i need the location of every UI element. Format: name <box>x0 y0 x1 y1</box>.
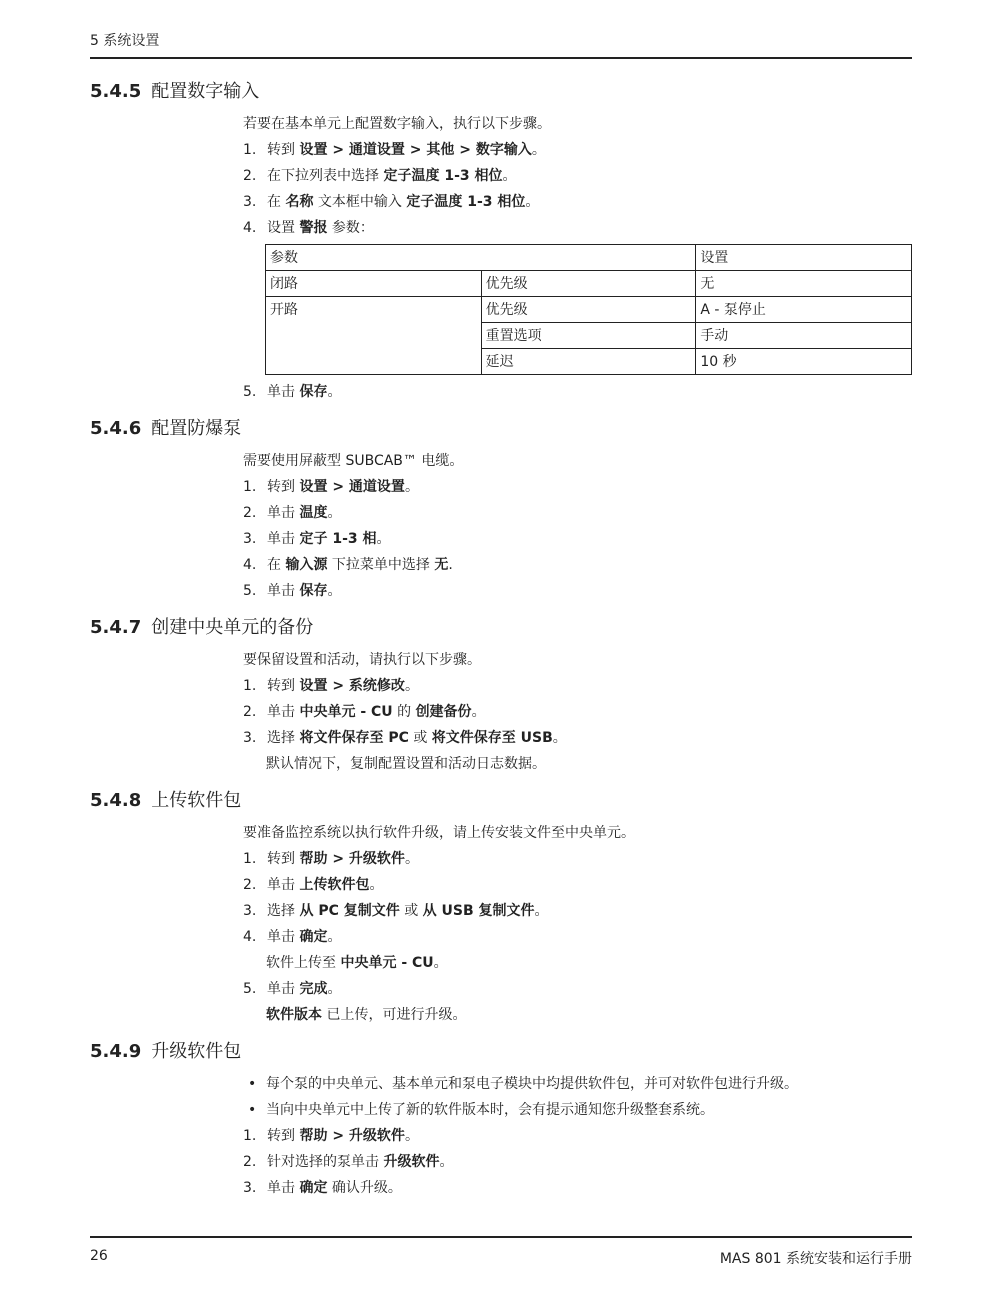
bullet-item: • 每个泵的中央单元、基本单元和泵电子模块中均提供软件包，并可对软件包进行升级。 <box>248 1076 798 1092</box>
step-note: 软件版本 已上传，可进行升级。 <box>266 1007 467 1023</box>
step: 3. 单击 定子 1-3 相。 <box>243 531 391 547</box>
table-cell: 闭路 <box>266 271 482 297</box>
table-row <box>266 297 912 323</box>
alarm-parameter-table <box>265 244 912 375</box>
section-heading-5-4-5 <box>90 77 259 103</box>
paragraph: 要准备监控系统以执行软件升级，请上传安装文件至中央单元。 <box>243 825 635 841</box>
table-cell: A - 泵停止 <box>696 297 912 323</box>
step-note: 默认情况下，复制配置设置和活动日志数据。 <box>266 756 546 772</box>
step: 1. 转到 设置 > 系统修改。 <box>243 678 419 694</box>
table-header-cell: 设置 <box>696 245 912 271</box>
bullet-item: • 当向中央单元中上传了新的软件版本时，会有提示通知您升级整套系统。 <box>248 1102 714 1118</box>
step: 5. 单击 保存。 <box>243 384 342 400</box>
section-title: 配置数字输入 <box>151 81 260 102</box>
step: 2. 在下拉列表中选择 定子温度 1-3 相位。 <box>243 168 517 184</box>
step: 3. 单击 确定 确认升级。 <box>243 1180 402 1196</box>
header-rule <box>90 57 912 59</box>
table-cell: 优先级 <box>481 271 696 297</box>
page-number: 26 <box>90 1248 108 1264</box>
section-number: 5.4.9 <box>90 1041 142 1062</box>
table-cell: 手动 <box>696 323 912 349</box>
table-header-cell: 参数 <box>266 245 696 271</box>
section-title: 上传软件包 <box>151 790 242 811</box>
section-title: 配置防爆泵 <box>151 418 242 439</box>
step: 1. 转到 设置 > 通道设置。 <box>243 479 419 495</box>
step: 3. 在 名称 文本框中输入 定子温度 1-3 相位。 <box>243 194 540 210</box>
table-cell: 无 <box>696 271 912 297</box>
section-title: 升级软件包 <box>151 1041 242 1062</box>
section-number: 5.4.6 <box>90 418 142 439</box>
section-number: 5.4.5 <box>90 81 142 102</box>
section-number: 5.4.7 <box>90 617 142 638</box>
section-title: 创建中央单元的备份 <box>151 617 314 638</box>
step: 2. 单击 温度。 <box>243 505 342 521</box>
section-heading-5-4-7 <box>90 613 313 639</box>
section-heading-5-4-6 <box>90 414 241 440</box>
section-number: 5.4.8 <box>90 790 142 811</box>
step: 1. 转到 帮助 > 升级软件。 <box>243 851 419 867</box>
step: 1. 转到 帮助 > 升级软件。 <box>243 1128 419 1144</box>
step: 4. 在 输入源 下拉菜单中选择 无. <box>243 557 453 573</box>
running-header: 5 系统设置 <box>90 33 160 49</box>
section-heading-5-4-9 <box>90 1037 241 1063</box>
table-row <box>266 271 912 297</box>
footer-rule <box>90 1236 912 1238</box>
step: 4. 单击 确定。 <box>243 929 342 945</box>
table-cell: 重置选项 <box>481 323 696 349</box>
step: 2. 单击 中央单元 - CU 的 创建备份。 <box>243 704 486 720</box>
step: 2. 针对选择的泵单击 升级软件。 <box>243 1154 454 1170</box>
step: 3. 选择 从 PC 复制文件 或 从 USB 复制文件。 <box>243 903 549 919</box>
manual-title: MAS 801 系统安装和运行手册 <box>719 1251 912 1267</box>
table-cell: 开路 <box>266 297 482 375</box>
paragraph: 要保留设置和活动，请执行以下步骤。 <box>243 652 481 668</box>
section-heading-5-4-8 <box>90 786 241 812</box>
step-note: 软件上传至 中央单元 - CU。 <box>266 955 448 971</box>
step: 5. 单击 保存。 <box>243 583 342 599</box>
paragraph: 若要在基本单元上配置数字输入，执行以下步骤。 <box>243 116 551 132</box>
paragraph: 需要使用屏蔽型 SUBCAB™ 电缆。 <box>243 453 464 469</box>
table-row <box>266 245 912 271</box>
table-cell: 优先级 <box>481 297 696 323</box>
step: 3. 选择 将文件保存至 PC 或 将文件保存至 USB。 <box>243 730 567 746</box>
table-cell: 10 秒 <box>696 349 912 375</box>
step: 1. 转到 设置 > 通道设置 > 其他 > 数字输入。 <box>243 142 546 158</box>
step: 5. 单击 完成。 <box>243 981 342 997</box>
step: 2. 单击 上传软件包。 <box>243 877 384 893</box>
step: 4. 设置 警报 参数： <box>243 220 374 236</box>
table-cell: 延迟 <box>481 349 696 375</box>
